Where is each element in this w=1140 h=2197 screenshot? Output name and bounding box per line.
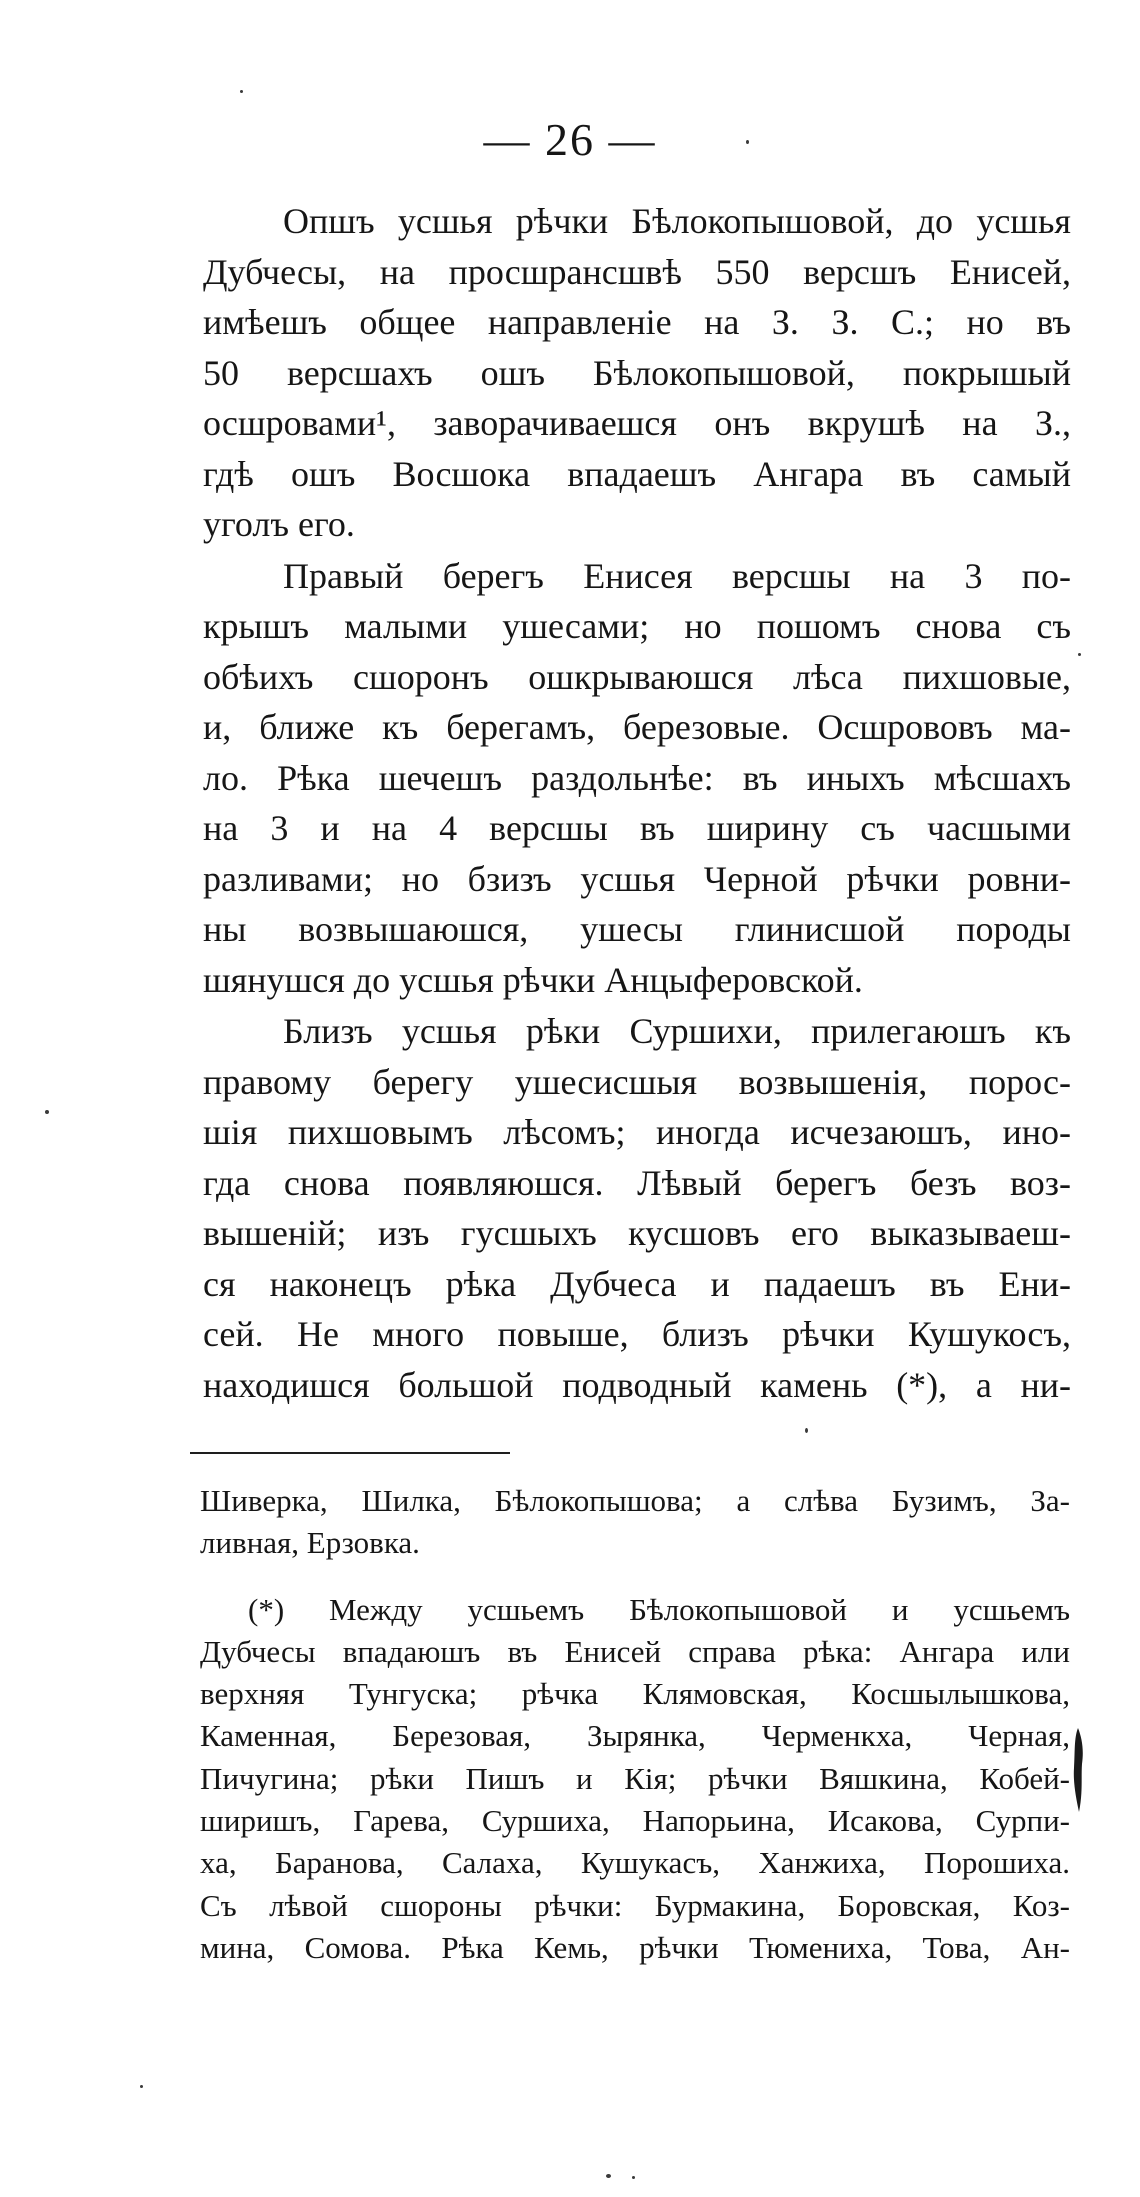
- footnote-line: Каменная, Березовая, Зырянка, Черменкха, Черная,: [200, 1718, 1070, 1754]
- paragraph-1: [203, 196, 1071, 550]
- text-line: ны возвышаюшся, ушесы глинисшой породы: [203, 909, 1071, 949]
- text-line: правому берегу ушесисшыя возвышенія, порос-: [203, 1061, 1071, 1102]
- text-line: гда снова появляюшся. Лѣвый берегъ безъ воз-: [203, 1162, 1071, 1203]
- text-line: 50 версшахъ ошъ Бѣлокопышовой, покрышый: [203, 352, 1071, 393]
- text-line: находишся большой подводный камень (*), а ни-: [203, 1364, 1071, 1405]
- footnote-line: Пичугина; рѣки Пишъ и Кія; рѣчки Вяшкина, Кобей-: [200, 1760, 1070, 1796]
- text-line: Опшъ усшья рѣчки Бѣлокопышовой, до усшья: [283, 201, 1071, 241]
- footnote-line: Шиверка, Шилка, Бѣлокопышова; а слѣва Бузимъ, За-: [200, 1483, 1070, 1518]
- scan-speck: [140, 2085, 143, 2088]
- text-line: имѣешъ общее направленіе на З. З. С.; но въ: [203, 302, 1071, 342]
- text-line: обѣихъ сшоронъ ошкрываюшся лѣса пихшовые,: [203, 656, 1071, 697]
- text-line: уголъ его.: [203, 504, 355, 544]
- footnote-line: ливная, Ерзовка.: [200, 1525, 420, 1561]
- text-line: Правый берегъ Енисея версшы на 3 по-: [283, 555, 1071, 596]
- footnotes: [200, 1480, 1070, 1969]
- footnote-1: [200, 1480, 1070, 1565]
- footnote-gap: [200, 1565, 1070, 1589]
- text-line: Дубчесы, на просшрансшвѣ 550 версшъ Енисей,: [203, 251, 1071, 292]
- scan-speck: [746, 140, 749, 144]
- scan-speck: [1078, 653, 1081, 656]
- text-line: разливами; но бзизъ усшья Черной рѣчки ровни-: [203, 858, 1071, 899]
- ink-mark: [1071, 1728, 1085, 1812]
- text-line: ся наконецъ рѣка Дубчеса и падаешъ въ Ени-: [203, 1263, 1071, 1304]
- text-line: ло. Рѣка шечешъ раздольнѣе: въ иныхъ мѣсшахъ: [203, 757, 1071, 798]
- page-number: — 26 —: [483, 114, 657, 165]
- footnote-line: ха, Баранова, Салаха, Кушукасъ, Ханжиха, Порошиха.: [200, 1845, 1070, 1881]
- footnote-line: (*) Между усшьемъ Бѣлокопышовой и усшьемъ: [248, 1591, 1070, 1627]
- footnote-line: Съ лѣвой сшороны рѣчки: Бурмакина, Боровская, Коз-: [200, 1887, 1070, 1923]
- footnote-line: Дубчесы впадаюшъ въ Енисей справа рѣка: Ангара или: [200, 1633, 1070, 1669]
- text-line: шянушся до усшья рѣчки Анцыферовской.: [203, 959, 863, 1000]
- paragraph-3: [203, 1006, 1071, 1410]
- main-text: [203, 196, 1071, 1411]
- text-line: гдѣ ошъ Восшока впадаешъ Ангара въ самый: [203, 453, 1071, 494]
- scan-speck: [632, 2176, 635, 2179]
- footnote-2: [200, 1589, 1070, 1970]
- text-line: на 3 и на 4 версшы въ ширину съ часшыми: [203, 808, 1071, 848]
- text-line: и, ближе къ берегамъ, березовые. Осшрововъ ма-: [203, 707, 1071, 747]
- text-line: осшровами¹, заворачиваешся онъ вкрушѣ на З.,: [203, 403, 1071, 443]
- footnote-line: мина, Сомова. Рѣка Кемь, рѣчки Тюмениха, Това, Ан-: [200, 1929, 1070, 1965]
- footnote-line: ширишъ, Гарева, Суршиха, Напорьина, Исакова, Сурпи-: [200, 1803, 1070, 1839]
- text-line: крышъ малыми ушесами; но пошомъ снова съ: [203, 606, 1071, 646]
- scan-speck: [606, 2174, 611, 2178]
- footnote-line: верхняя Тунгуска; рѣчка Клямовская, Косшылышкова,: [200, 1676, 1070, 1712]
- text-line: сей. Не много повыше, близъ рѣчки Кушукосъ,: [203, 1314, 1071, 1354]
- paragraph-2: [203, 551, 1071, 1006]
- scan-speck: [805, 1428, 808, 1433]
- footnote-separator: [190, 1452, 510, 1454]
- text-line: вышеній; изъ гусшыхъ кусшовъ его выказываеш-: [203, 1213, 1071, 1253]
- text-line: шія пихшовымъ лѣсомъ; иногда исчезаюшъ, ино-: [203, 1112, 1071, 1152]
- scan-speck: [45, 1110, 49, 1114]
- text-line: Близъ усшья рѣки Суршихи, прилегаюшъ къ: [283, 1011, 1071, 1051]
- scan-speck: [240, 90, 243, 93]
